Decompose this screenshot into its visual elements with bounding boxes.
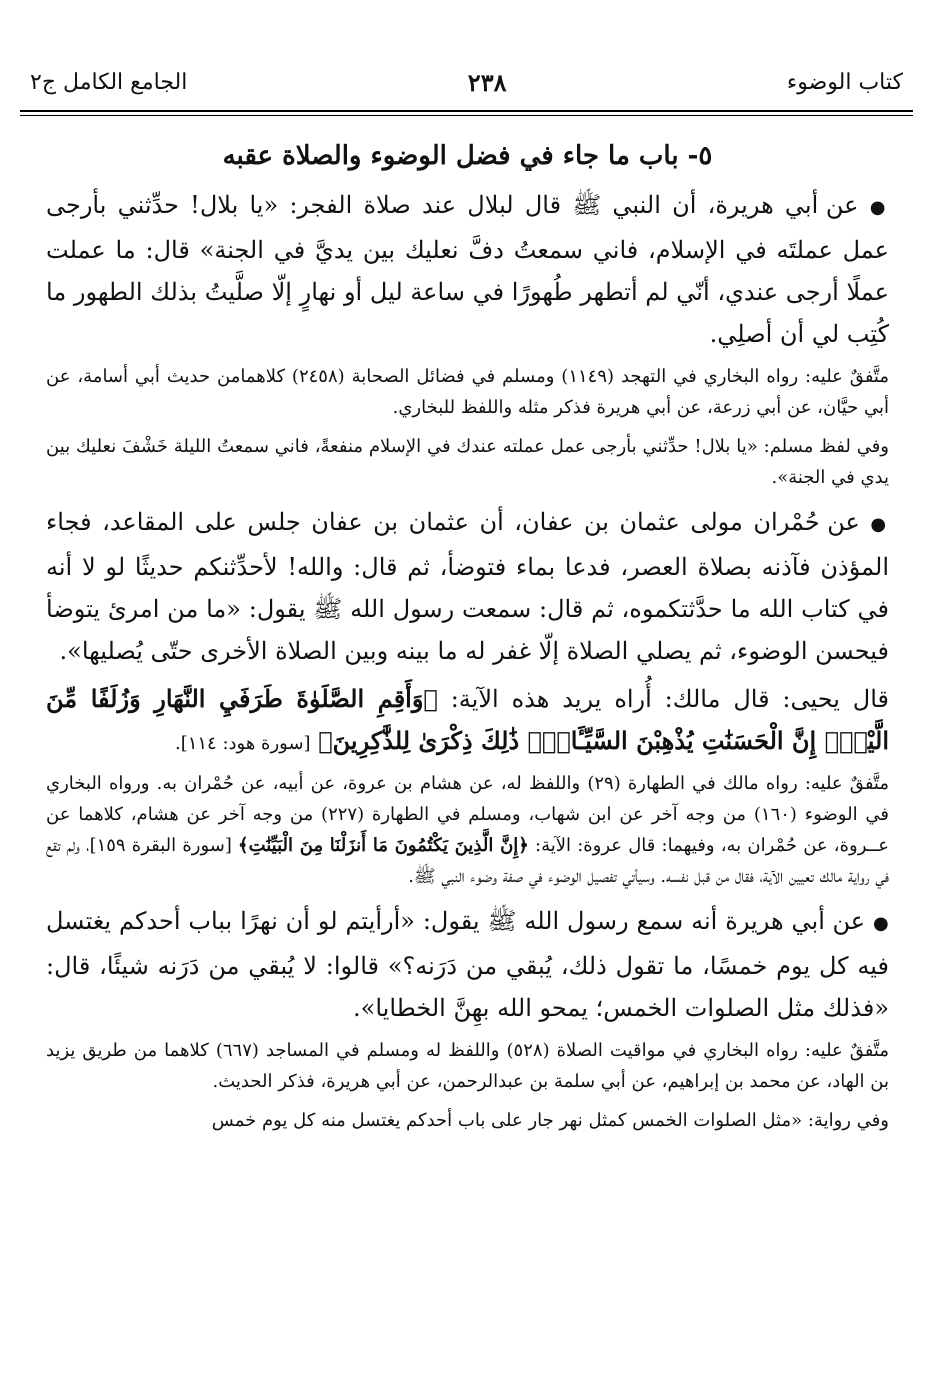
malik-prefix: قال يحيى: قال مالك: أُراه يريد هذه الآية: [450,685,890,713]
takhrij-verse: ﴿إِنَّ الَّذِينَ يَكْتُمُونَ مَا أَنزَلْنَا مِنَ الْبَيِّنَٰتِ﴾ [238,835,529,856]
page-body [46,130,889,1144]
hadith-3-variant: وفي رواية: «مثل الصلوات الخمس كمثل نهر جار على باب أحدكم يغتسل منه كل يوم خمس [211,1110,889,1131]
running-header [30,62,903,102]
hadith-3-text: عن أبي هريرة أنه سمع رسول الله ﷺ يقول: «أرأيتم لو أن نهرًا بباب أحدكم يغتسل فيه كل يوم خمسًا، ما تقول ذلك، يُبقي من دَرَنه؟» قالوا: لا يُبقي من دَرَنه شيئًا، قال: «فذلك مثل الصلوات الخمس؛ يمحو الله بهِنَّ الخطايا». [46,907,889,1022]
book-title: كتاب الوضوء [786,69,903,95]
hadith-1-text: عن أبي هريرة، أن النبي ﷺ قال لبلال عند صلاة الفجر: «يا بلال! حدِّثني بأرجى عمل عملتَه في الإسلام، فاني سمعتُ دفَّ نعليك بين يديَّ في الجنة» قال: ما عملت عملًا أرجى عندي، أنّي لم أتطهر طُهورًا في ساعة ليل أو نهارٍ إلّا صلَّيتُ بذلك الطهور ما كُتِب لي أن أصلِي. [46,191,889,348]
series-title: الجامع الكامل ج٢ [30,69,188,95]
header-rule-thick [20,110,913,112]
bullet-icon: ● [869,197,889,218]
hadith-2-takhrij-part1: متَّفقٌ عليه: رواه مالك في الطهارة (٢٩) واللفظ له، عن هشام بن عروة، عن أبيه، عن حُمْران به. ورواه البخاري في الوضوء (١٦٠) من وجه آخر عن ابن شهاب، ومسلم في الطهارة (٢٢٧) من وجه آخر عن هشام، كلاهما عن عــروة، عن حُمْران به، وفيهما: قال عروة: الآية: [46,773,890,856]
header-rule-thin [20,115,913,116]
bullet-icon: ● [870,514,889,535]
hadith-2 [46,501,889,672]
hadith-2-takhrij [46,768,889,892]
hadith-2-text: عن حُمْران مولى عثمان بن عفان، أن عثمان بن عفان جلس على المقاعد، فجاء المؤذن فآذنه بصلاة العصر، فدعا بماء فتوضأ، ثم قال: والله! لأحدِّثنكم حديثًا لو لا أنه في كتاب الله ما حدَّثتكموه، ثم قال: سمعت رسول الله ﷺ يقول: «ما من امرئ يتوضأ فيحسن الوضوء، ثم يصلي الصلاة إلّا غفر له ما بينه وبين الصلاة الأخرى حتّى يُصليها». [46,508,889,665]
hadith-3 [46,900,889,1029]
hadith-1 [46,184,889,355]
chapter-title: ٥- باب ما جاء في فضل الوضوء والصلاة عقبه [222,141,713,171]
page-number: ٢٣٨ [467,67,507,97]
verse-reference: [سورة هود: ١١٤]. [174,733,311,754]
hadith-1-variant: وفي لفظ مسلم: «يا بلال! حدِّثني بأرجى عمل عملته عندك في الإسلام منفعةً، فاني سمعتُ الليلة خَشْفَ نعليك بين يدي في الجنة». [46,436,889,488]
hadith-2-takhrij-part2: [سورة البقرة ١٥٩]، ولم تقع في رواية مالك تعيين الآية، فقال من قبل نفسه. وسيأتي تفصيل الوضوء في صفة وضوء النبي ﷺ. [46,835,889,887]
hadith-1-takhrij: متَّفقٌ عليه: رواه البخاري في التهجد (١١٤٩) ومسلم في فضائل الصحابة (٢٤٥٨) كلاهمامن حديث أبي أسامة، عن أبي حيَّان، عن أبي زرعة، عن أبي هريرة فذكر مثله واللفظ للبخاري. [46,366,889,418]
hadith-3-takhrij: متَّفقٌ عليه: رواه البخاري في مواقيت الصلاة (٥٢٨) واللفظ له ومسلم في المساجد (٦٦٧) كلاهما من طريق يزيد بن الهاد، عن محمد بن إبراهيم، عن أبي سلمة بن عبدالرحمن، عن أبي هريرة، فذكر الحديث. [46,1040,889,1092]
malik-comment [46,678,889,762]
bullet-icon: ● [873,913,889,934]
quran-verse: ﴿وَأَقِمِ الصَّلَوٰةَ طَرَفَيِ النَّهَارِ وَزُلَفًا مِّنَ الَّيْلِۚ إِنَّ الْحَسَنَٰتِ يُذْهِبْنَ السَّيِّـَٔاتِۚ ذَٰلِكَ ذِكْرَىٰ لِلذَّٰكِرِينَ﴾ [46,684,889,755]
